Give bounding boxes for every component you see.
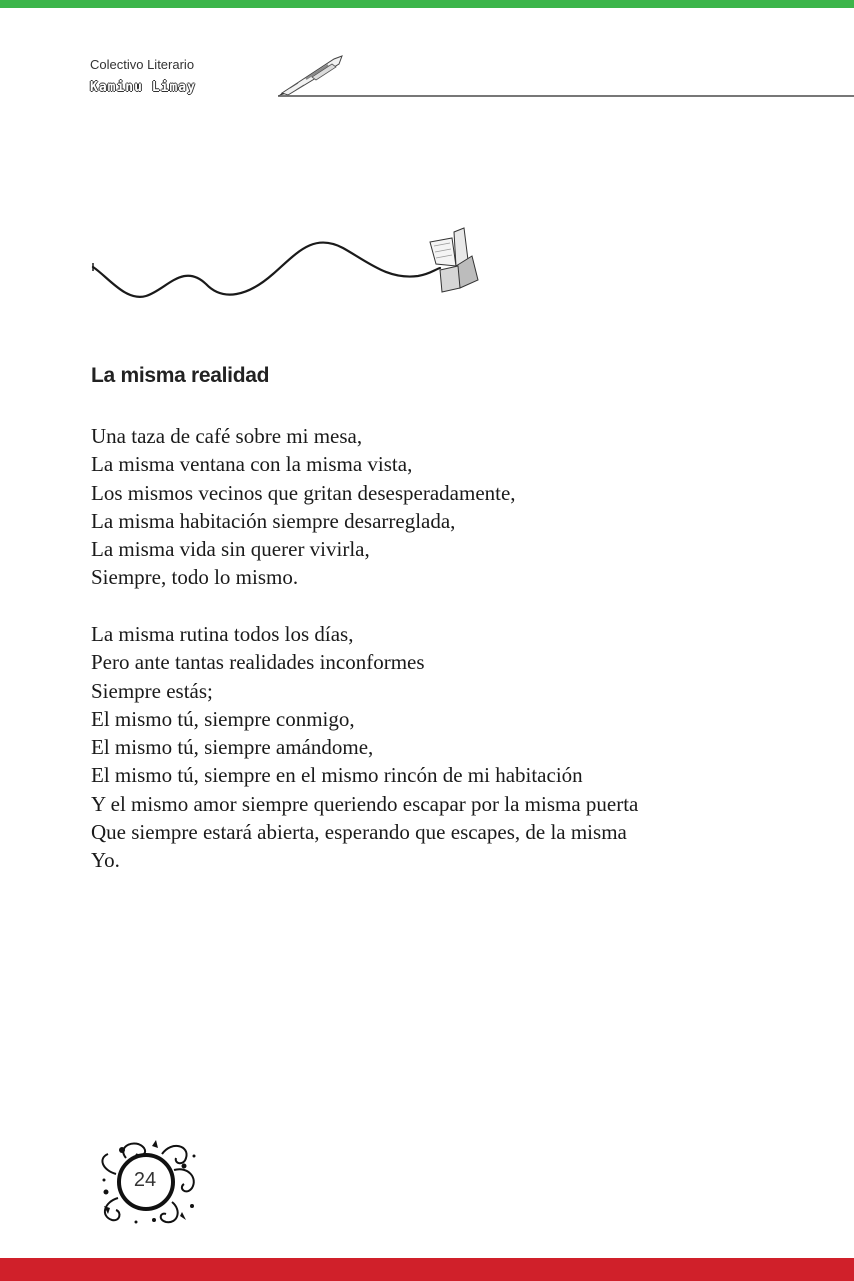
verse-line: La misma habitación siempre desarreglada, <box>91 508 456 533</box>
verse-line: La misma ventana con la misma vista, <box>91 452 413 477</box>
poem-title: La misma realidad <box>91 364 270 387</box>
collective-label: Colectivo Literario <box>90 57 195 72</box>
verse-line: Y el mismo amor siempre queriendo escapar por la misma puerta <box>91 791 639 816</box>
top-color-bar <box>0 0 854 8</box>
verse-line: El mismo tú, siempre conmigo, <box>91 706 355 731</box>
stanza-1 <box>91 422 516 592</box>
fountain-pen-icon <box>276 53 348 97</box>
page-number: 24 <box>133 1169 157 1191</box>
verse-line: Que siempre estará abierta, esperando que escapes, de la misma <box>91 820 627 845</box>
verse-line: Una taza de café sobre mi mesa, <box>91 424 363 448</box>
verse-line: El mismo tú, siempre en el mismo rincón de mi habitación <box>91 763 583 788</box>
header-rule <box>278 95 854 97</box>
verse-line: La misma vida sin querer vivirla, <box>91 537 370 562</box>
verse-line: La misma rutina todos los días, <box>91 622 354 646</box>
verse-line: Los mismos vecinos que gritan desesperadamente, <box>91 480 516 505</box>
verse-line: El mismo tú, siempre amándome, <box>91 735 374 760</box>
group-name-logo: Kaminu Limay <box>90 80 196 95</box>
swirl-line-with-book-icon <box>88 222 484 306</box>
stanza-2 <box>91 620 638 875</box>
verse-line: Siempre estás; <box>91 678 213 703</box>
verse-line: Siempre, todo lo mismo. <box>91 565 299 590</box>
bottom-color-bar <box>0 1258 854 1281</box>
verse-line: Pero ante tantas realidades inconformes <box>91 650 425 675</box>
verse-line: Yo. <box>91 848 120 873</box>
